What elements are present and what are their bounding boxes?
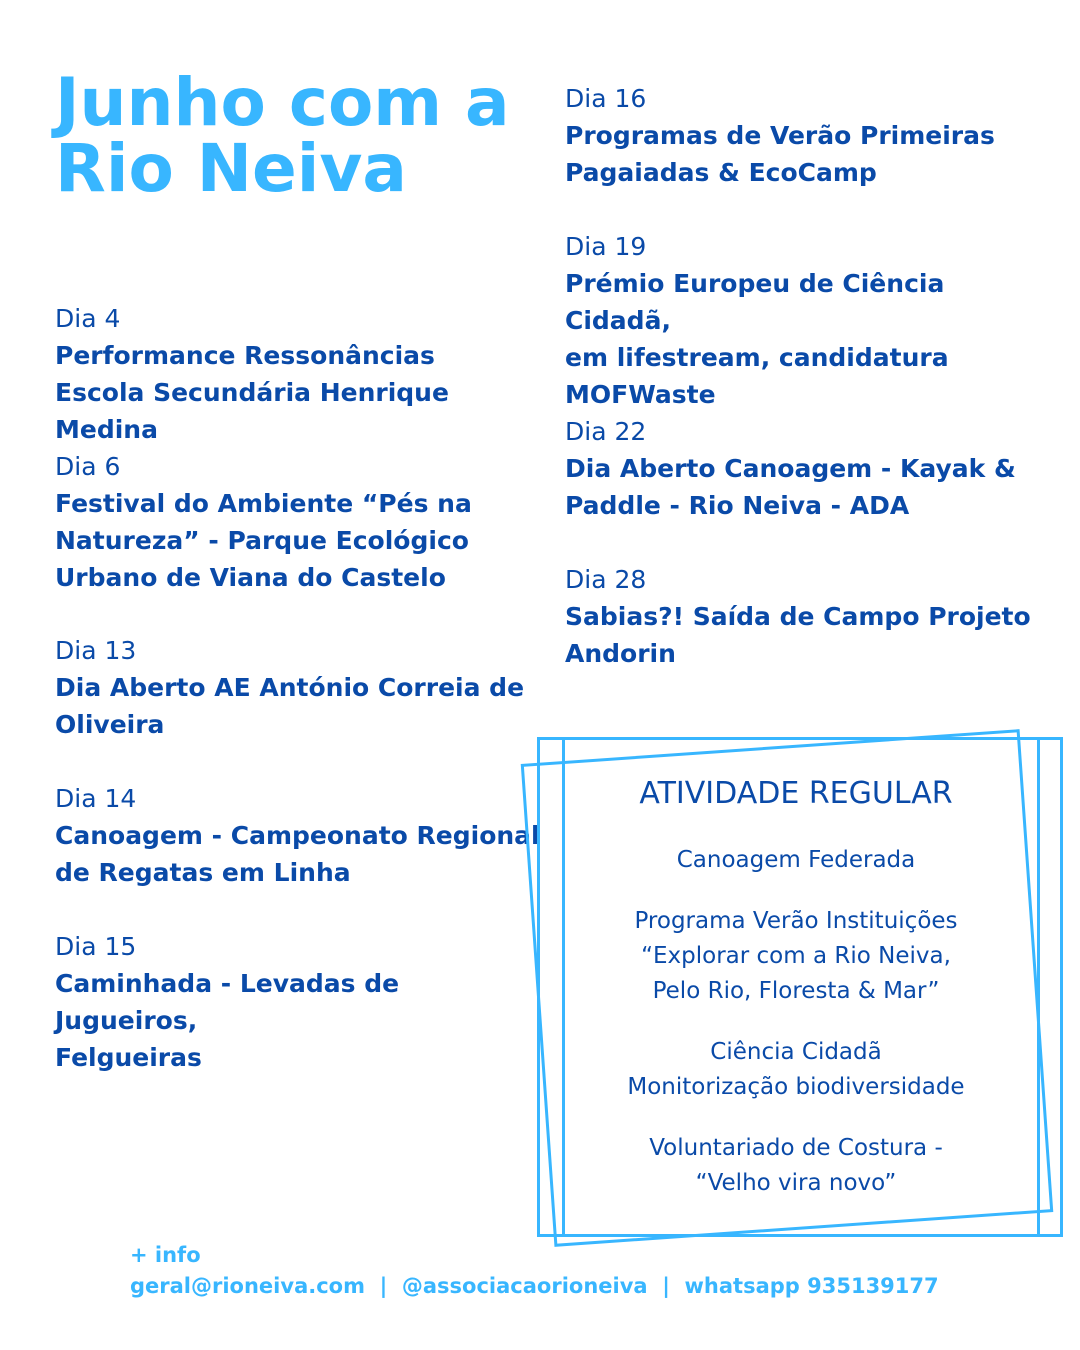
regular-item-line: Ciência Cidadã — [710, 1039, 882, 1065]
regular-item-line: “Explorar com a Rio Neiva, — [641, 943, 951, 969]
regular-item — [590, 904, 1002, 1009]
regular-activity-box — [590, 772, 1002, 1227]
event-dia-6 — [55, 448, 545, 596]
event-line: Festival do Ambiente “Pés na — [55, 489, 472, 518]
event-day: Dia 19 — [565, 232, 647, 261]
regular-item-line: Voluntariado de Costura - — [649, 1135, 943, 1161]
whatsapp-link[interactable]: whatsapp 935139177 — [684, 1274, 939, 1298]
event-day: Dia 14 — [55, 784, 137, 813]
event-line: de Regatas em Linha — [55, 858, 351, 887]
event-description — [55, 337, 545, 448]
event-description — [565, 265, 1045, 413]
event-line: Dia Aberto Canoagem - Kayak & — [565, 454, 1016, 483]
event-day: Dia 16 — [565, 84, 647, 113]
event-description — [55, 965, 545, 1076]
regular-activity-heading: ATIVIDADE REGULAR — [639, 776, 953, 811]
event-line: Sabias?! Saída de Campo Projeto — [565, 602, 1031, 631]
event-dia-14 — [55, 780, 545, 891]
regular-item — [590, 1131, 1002, 1201]
page-title — [55, 64, 535, 207]
email-link[interactable]: geral@rioneiva.com — [130, 1274, 365, 1298]
event-line: Urbano de Viana do Castelo — [55, 563, 446, 592]
regular-item-line: “Velho vira novo” — [695, 1170, 897, 1196]
event-line: Oliveira — [55, 710, 165, 739]
regular-item — [590, 1035, 1002, 1105]
event-day: Dia 22 — [565, 417, 647, 446]
regular-item-line: Canoagem Federada — [676, 847, 916, 873]
event-dia-15 — [55, 928, 545, 1076]
contact-row — [130, 1271, 939, 1302]
event-dia-16 — [565, 80, 1045, 191]
event-line: Programas de Verão Primeiras — [565, 121, 995, 150]
event-dia-19 — [565, 228, 1045, 413]
event-description — [55, 669, 545, 743]
event-line: Caminhada - Levadas de Jugueiros, — [55, 969, 400, 1035]
event-line: Natureza” - Parque Ecológico — [55, 526, 469, 555]
title-line-1: Junho com a — [55, 64, 510, 141]
event-description — [565, 450, 1045, 524]
event-line: MOFWaste — [565, 380, 716, 409]
event-description — [55, 817, 545, 891]
event-day: Dia 15 — [55, 932, 137, 961]
event-line: Prémio Europeu de Ciência Cidadã, — [565, 269, 945, 335]
separator: | — [379, 1274, 388, 1298]
event-dia-28 — [565, 561, 1045, 672]
separator: | — [662, 1274, 670, 1298]
regular-item — [590, 843, 1002, 878]
event-day: Dia 28 — [565, 565, 647, 594]
event-line: Felgueiras — [55, 1043, 202, 1072]
event-day: Dia 4 — [55, 304, 121, 333]
title-line-2: Rio Neiva — [55, 130, 407, 207]
event-dia-4 — [55, 300, 545, 448]
event-line: em lifestream, candidatura — [565, 343, 949, 372]
event-description — [565, 117, 1045, 191]
event-day: Dia 6 — [55, 452, 121, 481]
regular-item-line: Programa Verão Instituições — [634, 908, 958, 934]
event-dia-13 — [55, 632, 545, 743]
event-line: Paddle - Rio Neiva - ADA — [565, 491, 910, 520]
social-handle-link[interactable]: @associacaorioneiva — [401, 1274, 648, 1298]
event-day: Dia 13 — [55, 636, 137, 665]
event-line: Andorin — [565, 639, 676, 668]
event-description — [55, 485, 545, 596]
info-label: + info — [130, 1243, 201, 1267]
event-line: Escola Secundária Henrique Medina — [55, 378, 449, 444]
event-line: Performance Ressonâncias — [55, 341, 435, 370]
event-line: Pagaiadas & EcoCamp — [565, 158, 877, 187]
event-dia-22 — [565, 413, 1045, 524]
event-line: Canoagem - Campeonato Regional — [55, 821, 540, 850]
footer-contact — [130, 1240, 939, 1302]
event-description — [565, 598, 1045, 672]
event-line: Dia Aberto AE António Correia de — [55, 673, 525, 702]
regular-item-line: Monitorização biodiversidade — [627, 1074, 965, 1100]
regular-item-line: Pelo Rio, Floresta & Mar” — [652, 978, 940, 1004]
